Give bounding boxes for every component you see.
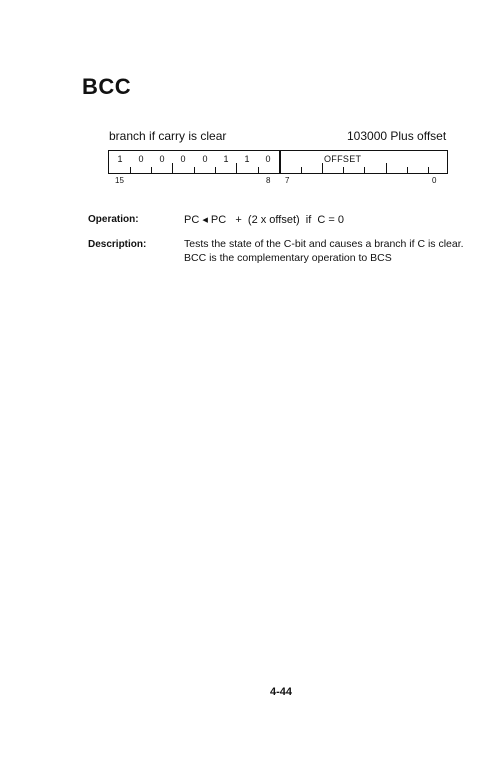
- bit-tick: [407, 167, 408, 173]
- description-line: BCC is the complementary operation to BCS: [184, 252, 392, 264]
- bit-value: 0: [159, 154, 165, 164]
- bit-tick: [258, 167, 259, 173]
- register-divider: [279, 151, 281, 173]
- description-label: Description:: [88, 239, 147, 250]
- bit-value: 1: [244, 154, 250, 164]
- bit-value: 1: [117, 154, 123, 164]
- bit-tick: [322, 163, 323, 173]
- instruction-title: BCC: [82, 74, 132, 99]
- bit-value: 0: [202, 154, 208, 164]
- register-diagram: [108, 150, 448, 174]
- bit-value: 0: [265, 154, 271, 164]
- operation-text: PC ◂ PC + (2 x offset) if C = 0: [184, 214, 344, 226]
- operation-label: Operation:: [88, 214, 139, 225]
- bit-number-7: 7: [285, 176, 290, 185]
- bit-tick: [194, 167, 195, 173]
- bit-tick: [130, 167, 131, 173]
- bit-number-8: 8: [266, 176, 271, 185]
- bit-tick: [364, 167, 365, 173]
- page-number: 4-44: [270, 686, 293, 698]
- offset-field-label: OFFSET: [324, 154, 362, 164]
- bit-tick: [215, 167, 216, 173]
- bit-tick: [428, 167, 429, 173]
- bit-tick: [301, 167, 302, 173]
- instruction-opcode: 103000 Plus offset: [347, 129, 447, 143]
- bit-tick: [151, 167, 152, 173]
- bit-tick: [172, 163, 173, 173]
- instruction-description: branch if carry is clear: [109, 129, 227, 143]
- bit-value: 0: [180, 154, 186, 164]
- description-line: Tests the state of the C-bit and causes a branch if C is clear.: [184, 238, 464, 250]
- bit-value: 0: [138, 154, 144, 164]
- bit-tick: [386, 163, 387, 173]
- bit-tick: [343, 167, 344, 173]
- bit-value: 1: [223, 154, 229, 164]
- bit-tick: [236, 163, 237, 173]
- bit-number-0: 0: [432, 176, 437, 185]
- bit-number-15: 15: [115, 176, 124, 185]
